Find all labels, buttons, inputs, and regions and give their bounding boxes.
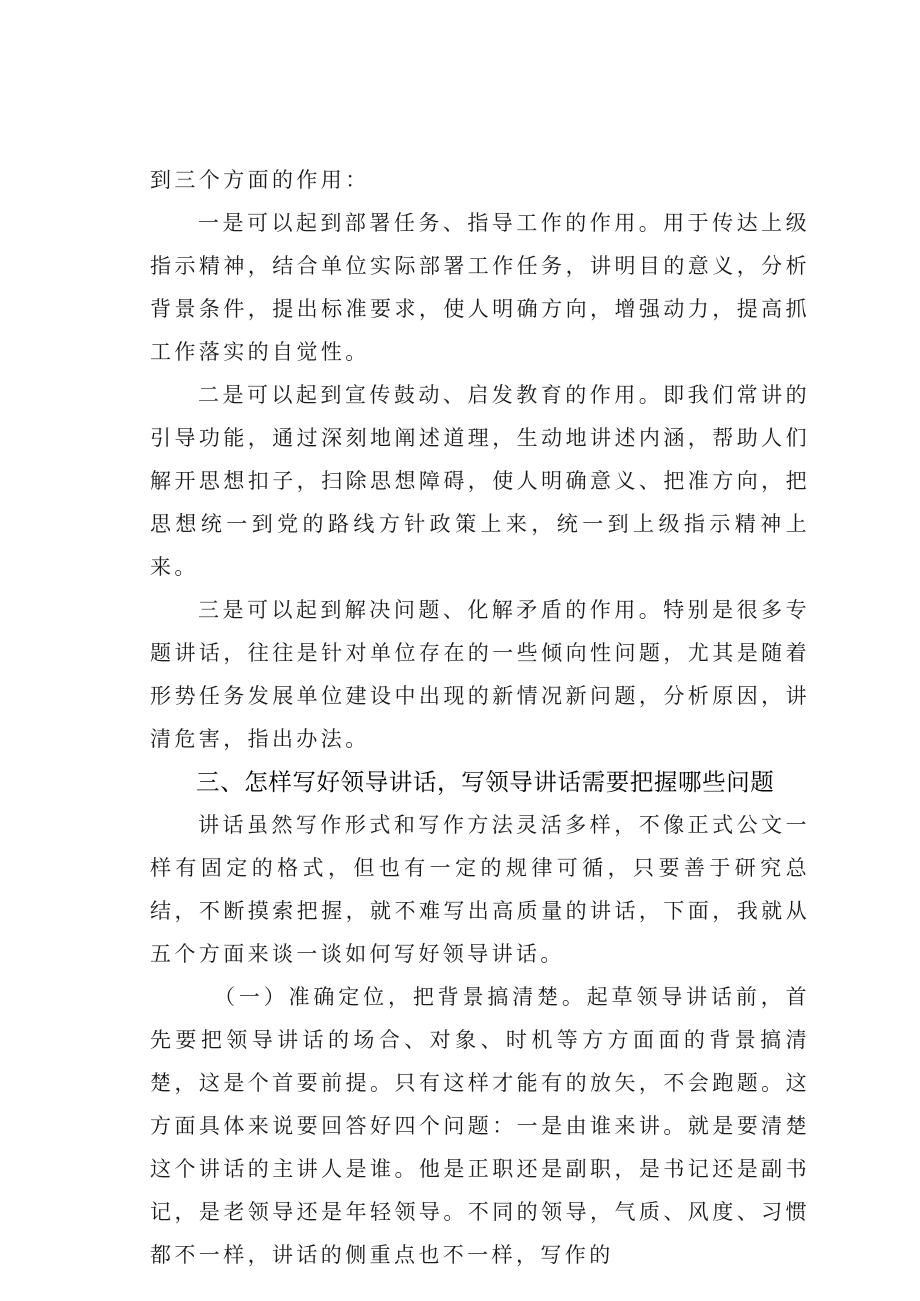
section-heading: 三、怎样写好领导讲话，写领导讲话需要把握哪些问题 — [196, 768, 775, 796]
paragraph-section-intro: 讲话虽然写作形式和写作方法灵活多样，不像正式公文一样有固定的格式，但也有一定的规律可循，只要善于研究总结，不断摸索把握，就不难写出高质量的讲话，下面，我就从五个方面来谈一谈如何写好领导讲话。 — [150, 813, 810, 966]
paragraph-continuation: 到三个方面的作用： — [150, 168, 370, 192]
paragraph-point-one: 一是可以起到部署任务、指导工作的作用。用于传达上级指示精神，结合单位实际部署工作任务，讲明目的意义，分析背景条件，提出标准要求，使人明确方向，增强动力，提高抓工作落实的自觉性。 — [150, 211, 810, 364]
paragraph-point-three: 三是可以起到解决问题、化解矛盾的作用。特别是很多专题讲话，往往是针对单位存在的一些倾向性问题，尤其是随着形势任务发展单位建设中出现的新情况新问题，分析原因，讲清危害，指出办法。 — [150, 598, 810, 751]
paragraph-point-two: 二是可以起到宣传鼓动、启发教育的作用。即我们常讲的引导功能，通过深刻地阐述道理，生动地讲述内涵，帮助人们解开思想扣子，扫除思想障碍，使人明确意义、把准方向，把思想统一到党的路线方针政策上来，统一到上级指示精神上来。 — [150, 383, 810, 579]
document-body — [150, 159, 810, 1277]
paragraph-subsection-one: （一）准确定位，把背景搞清楚。起草领导讲话前，首先要把领导讲话的场合、对象、时机等方方面面的背景搞清楚，这是个首要前提。只有这样才能有的放矢，不会跑题。这方面具体来说要回答好四个问题：一是由谁来讲。就是要清楚这个讲话的主讲人是谁。他是正职还是副职，是书记还是副书记，是老领导还是年轻领导。不同的领导，气质、风度、习惯都不一样，讲话的侧重点也不一样，写作的 — [150, 985, 810, 1267]
